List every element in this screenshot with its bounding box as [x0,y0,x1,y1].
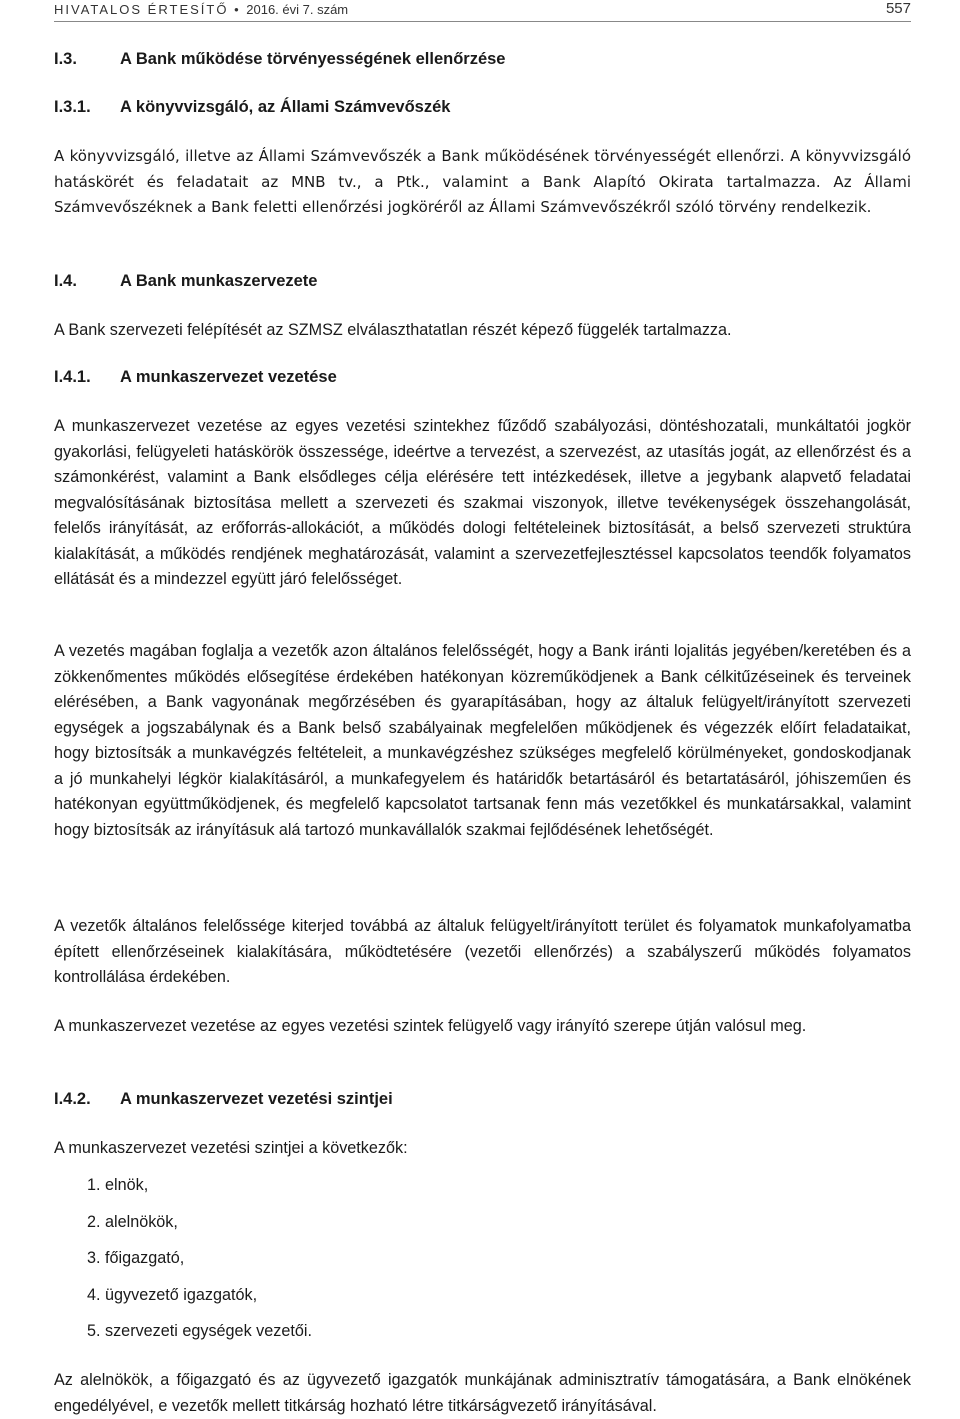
heading-title: A Bank működése törvényességének ellenőrzése [120,50,506,68]
list-item: 4. ügyvezető igazgatók, [87,1286,258,1304]
heading-i31 [54,98,450,117]
heading-i41 [54,368,337,387]
paragraph-i42: A munkaszervezet vezetési szintjei a következők: [54,1139,408,1157]
heading-title: A munkaszervezet vezetési szintjei [120,1090,393,1108]
list-item: 2. alelnökök, [87,1213,178,1231]
heading-title: A Bank munkaszervezete [120,272,318,290]
heading-i3 [54,50,505,69]
page-number: 557 [885,0,911,17]
list-item: 3. főigazgató, [87,1249,185,1267]
heading-number: I.4.1. [54,368,91,386]
heading-i42 [54,1090,393,1109]
heading-title: A könyvvizsgáló, az Állami Számvevőszék [120,98,451,116]
list-item: 1. elnök, [87,1176,149,1194]
heading-i4 [54,272,317,291]
paragraph-i41-d: A munkaszervezet vezetése az egyes vezetési szintek felügyelő vagy irányító szerepe útján valósul meg. [54,1017,807,1035]
list-item: 5. szervezeti egységek vezetői. [87,1322,312,1340]
heading-number: I.4. [54,272,77,290]
heading-title: A munkaszervezet vezetése [120,368,337,386]
paragraph-i41-a: A munkaszervezet vezetése az egyes vezetési szintekhez fűződő szabályozási, döntéshozatali, munkáltatói jogkör gyakorlási, felügyeleti hatáskörök összessége, ideértve a tervezést, a szervezést, az utasítás jogát, az ellenőrzést és a számonkérést, valamint a Bank elsődleges célja elérésére tett intézkedések, illetve a jegybank alapvető feladatai megvalósításának biztosítása mellett a szervezeti és szakmai viszonyok, illetve tevékenységek összehangolását, felelős irányítását, az erőforrás-allokációt, a működés dologi feltételeinek biztosítását, a belső szervezeti struktúra kialakítását, a működés rendjének meghatározását, valamint a szervezetfejlesztéssel kapcsolatos teendők folyamatos ellátását és a mindezzel együtt járó felelősséget. [54,417,911,588]
header-publication: HIVATALOS ÉRTESÍTŐ [54,2,229,17]
heading-number: I.3.1. [54,98,91,116]
heading-number: I.4.2. [54,1090,91,1108]
header-issue: 2016. évi 7. szám [246,2,349,17]
paragraph-last: Az alelnökök, a főigazgató és az ügyvezető igazgatók munkájának adminisztratív támogatására, a Bank elnökének engedélyével, e vezetők mellett titkárság hozható létre titkárságvezető irányításával. [54,1371,911,1415]
paragraph-i4: A Bank szervezeti felépítését az SZMSZ elválaszthatatlan részét képező függelék tartalmazza. [54,321,732,339]
paragraph-i31: A könyvvizsgáló, illetve az Állami Számvevőszék a Bank működésének törvényességét ellenőrzi. A könyvvizsgáló hatáskörét és feladatait az MNB tv., a Ptk., valamint a Bank Alapító Okirata tartalmazza. Az Állami Számvevőszéknek a Bank feletti ellenőrzési jogköréről az Állami Számvevőszékről szóló törvény rendelkezik. [54,147,911,216]
running-header [54,0,911,22]
header-rule [54,21,911,22]
header-left: HIVATALOS ÉRTESÍTŐ • 2016. évi 7. szám [54,2,349,17]
paragraph-i41-c: A vezetők általános felelőssége kiterjed továbbá az általuk felügyelt/irányított terület és folyamatok munkafolyamatba épített ellenőrzéseinek kialakítására, működtetésére (vezetői ellenőrzés) a szabályszerű működés folyamatos kontrollálása érdekében. [54,917,911,986]
heading-number: I.3. [54,50,77,68]
paragraph-i41-b: A vezetés magában foglalja a vezetők azon általános felelősségét, hogy a Bank iránti lojalitás jegyében/keretében és a zökkenőmentes működés elősegítése érdekében hatékonyan közreműködjenek a Bank célkitűzéseinek és terveinek elérésében, a Bank vagyonának megőrzésében és gyarapításában, hogy az általuk felügyelt/irányított szervezeti egységek a jogszabálynak és a Bank belső szabályainak megfelelően működjenek és végezzék előírt feladataikat, hogy biztosítsák a munkavégzés feltételeit, a munkavégzéshez szükséges megfelelő körülményeket, gondoskodjanak a jó munkahelyi légkör kialakításáról, a munkafegyelem és határidők betartásáról és betartatásáról, jóhiszeműen és hatékonyan együttműködjenek, és megfelelő kapcsolatot tartsanak fenn más vezetőkkel és munkatársakkal, valamint hogy biztosítsák az irányításuk alá tartozó munkavállalók szakmai fejlődésének lehetőségét. [54,642,911,839]
